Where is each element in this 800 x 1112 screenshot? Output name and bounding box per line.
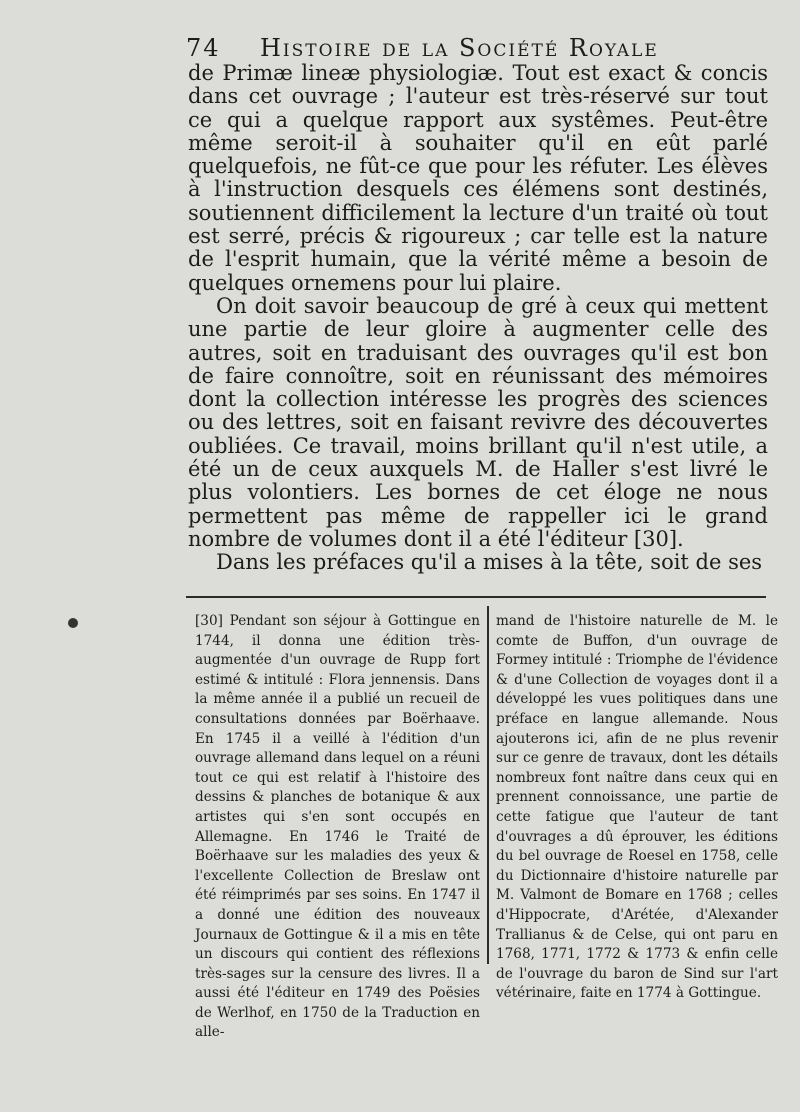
paragraph-3: Dans les préfaces qu'il a mises à la tête, soit de ses	[216, 550, 763, 575]
ink-smudge	[68, 618, 78, 628]
footnote-right-column	[496, 612, 778, 1004]
running-head: Histoire de la Société Royale	[260, 34, 659, 62]
footnote-column-divider	[487, 606, 489, 964]
page-number: 74	[186, 34, 221, 62]
footnote-text-right: mand de l'histoire naturelle de M. le comte de Buffon, d'un ouvrage de Formey intitulé : Triomphe de l'évidence & d'une Collection de voyages dont il a développé les vues politiques dans une préface en langue allemande. Nous ajouterons ici, afin de ne plus revenir sur ce genre de travaux, dont les détails nombreux font naître dans ceux qui en prennent connoissance, une partie de cette fatigue que l'auteur de tant d'ouvrages a dû éprouver, les éditions du bel ouvrage de Roesel en 1758, celle du Dictionnaire d'histoire naturelle par M. Valmont de Bomare en 1768 ; celles d'Hippocrate, d'Arétée, d'Alexander Trallianus & de Celse, qui ont paru en 1768, 1771, 1772 & 1773 & enfin celle de l'ouvrage du baron de Sind sur l'art vétérinaire, faite en 1774 à Gottingue.	[496, 613, 778, 1002]
main-text	[188, 62, 768, 575]
footnote-left-column	[195, 612, 480, 1043]
paragraph-1: de Primæ lineæ physiologiæ. Tout est exact & concis dans cet ouvrage ; l'auteur est très-réservé sur tout ce qui a quelque rapport aux systêmes. Peut-être même seroit-il à souhaiter qu'il en eût parlé quelquefois, ne fût-ce que pour les réfuter. Les élèves à l'instruction desquels ces élémens sont destinés, soutiennent difficilement la lecture d'un traité où tout est serré, précis & rigoureux ; car telle est la nature de l'esprit humain, que la vérité même a besoin de quelques ornemens pour lui plaire.	[188, 61, 768, 295]
footnote-rule	[186, 596, 766, 598]
paragraph-2: On doit savoir beaucoup de gré à ceux qui mettent une partie de leur gloire à augmenter celle des autres, soit en traduisant des ouvrages qu'il est bon de faire connoître, soit en réunissant des mémoires dont la collection intéresse les progrès des sciences ou des lettres, soit en faisant revivre des découvertes oubliées. Ce travail, moins brillant qu'il n'est utile, a été un de ceux auxquels M. de Haller s'est livré le plus volontiers. Les bornes de cet éloge ne nous permettent pas même de rappeller ici le grand nombre de volumes dont il a été l'éditeur [30].	[188, 293, 768, 551]
footnote-text-left: [30] Pendant son séjour à Gottingue en 1744, il donna une édition très-augmentée d'un ouvrage de Rupp fort estimé & intitulé : Flora jennensis. Dans la même année il a publié un recueil de consultations données par Boërhaave. En 1745 il a veillé à l'édition d'un ouvrage allemand dans lequel on a réuni tout ce qui est relatif à l'histoire des dessins & planches de botanique & aux artistes qui s'en sont occupés en Allemagne. En 1746 le Traité de Boërhaave sur les maladies des yeux & l'excellente Collection de Breslaw ont été réimprimés par ses soins. En 1747 il a donné une édition des nouveaux Journaux de Gottingue & il a mis en tête un discours qui contient des réflexions très-sages sur la censure des livres. Il a aussi été l'éditeur en 1749 des Poësies de Werlhof, en 1750 de la Traduction en alle-	[195, 613, 480, 1041]
